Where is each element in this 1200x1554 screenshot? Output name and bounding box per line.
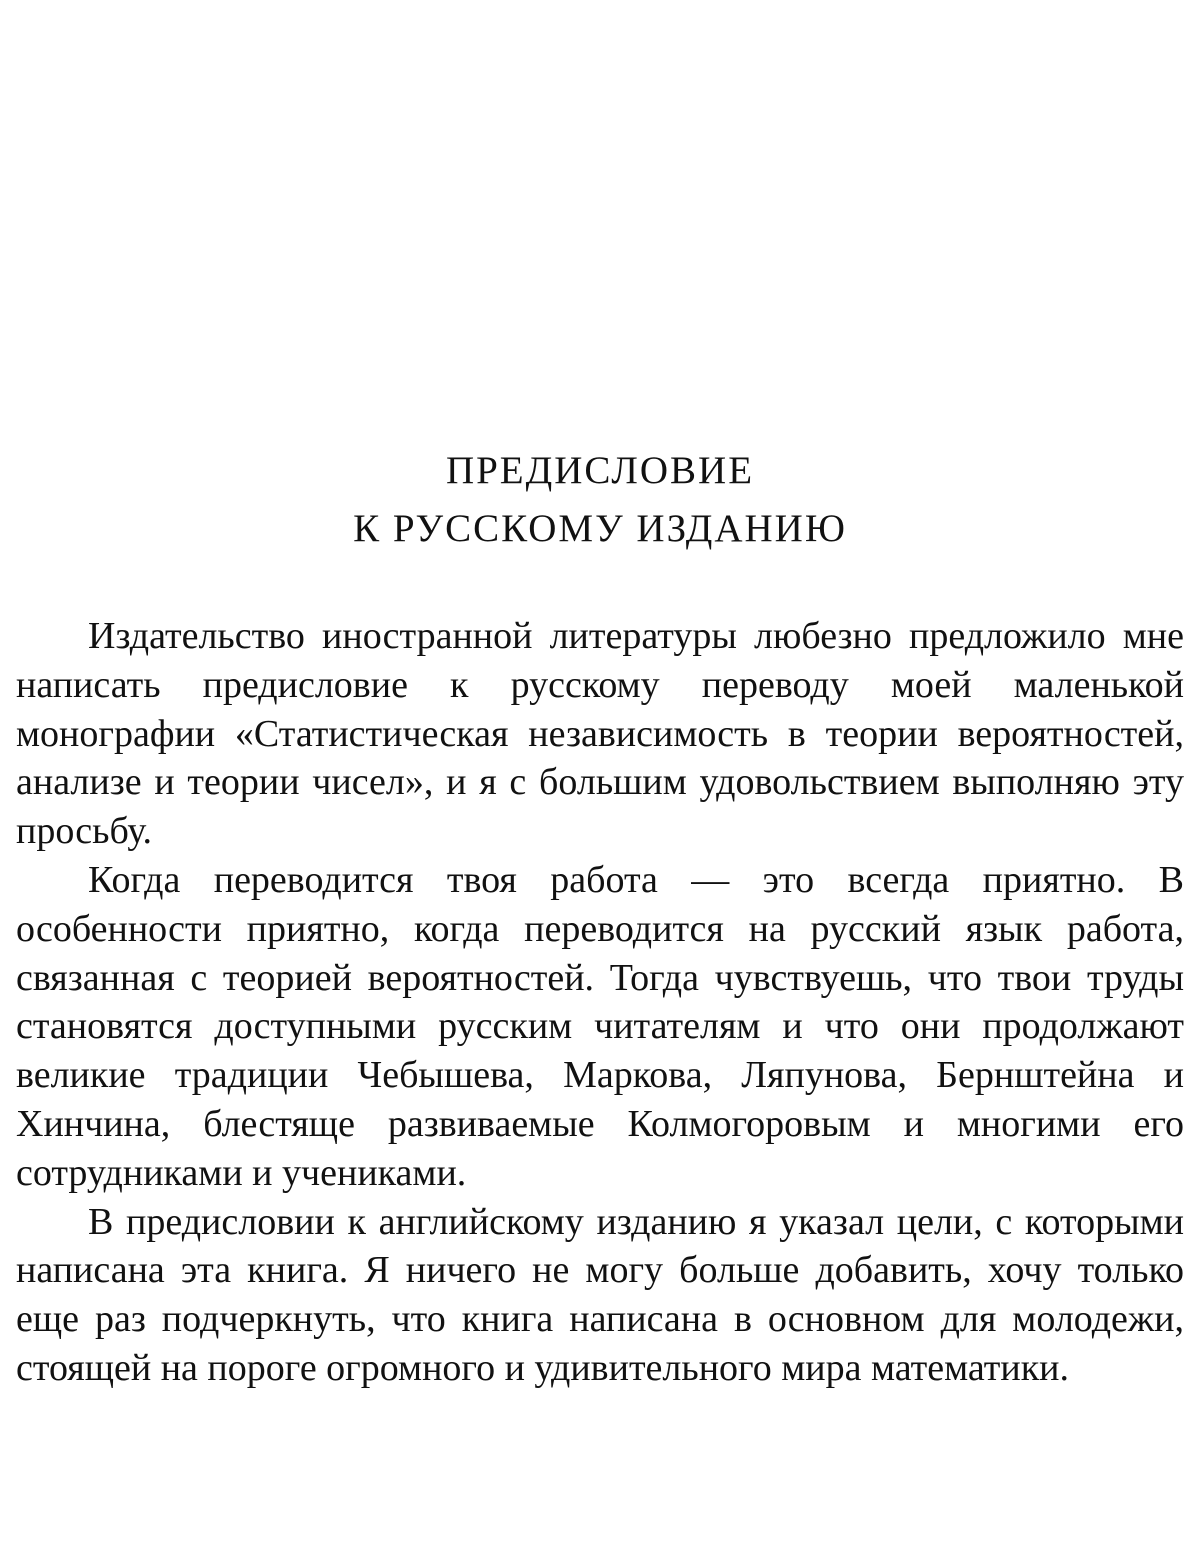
heading-line-2: К РУССКОМУ ИЗДАНИЮ bbox=[353, 507, 847, 550]
section-heading bbox=[16, 442, 1184, 558]
heading-line-1: ПРЕДИСЛОВИЕ bbox=[445, 449, 755, 492]
book-page bbox=[16, 0, 1184, 1554]
paragraph-3: В предисловии к английскому изданию я указал цели, с которыми написана эта книга. Я ничего не могу больше добавить, хочу только еще раз подчеркнуть, что книга написана в основном для молодежи, стоящей на пороге огромного и удивительного мира математики. bbox=[16, 1200, 1184, 1389]
body-text bbox=[16, 612, 1184, 1393]
paragraph-1: Издательство иностранной литературы любезно предложило мне написать предисловие к русскому переводу моей маленькой монографии «Статистическая независимость в теории вероятностей, анализе и теории чисел», и я с большим удовольствием выполняю эту просьбу. bbox=[16, 615, 1184, 853]
paragraph-2: Когда переводится твоя работа — это всегда приятно. В особенности приятно, когда переводится на русский язык работа, связанная с теорией вероятностей. Тогда чувствуешь, что твои труды становятся доступными русским читателям и что они продолжают великие традиции Чебышева, Маркова, Ляпунова, Бернштейна и Хинчина, блестяще развиваемые Колмогоровым и многими его сотрудниками и учениками. bbox=[16, 858, 1184, 1194]
